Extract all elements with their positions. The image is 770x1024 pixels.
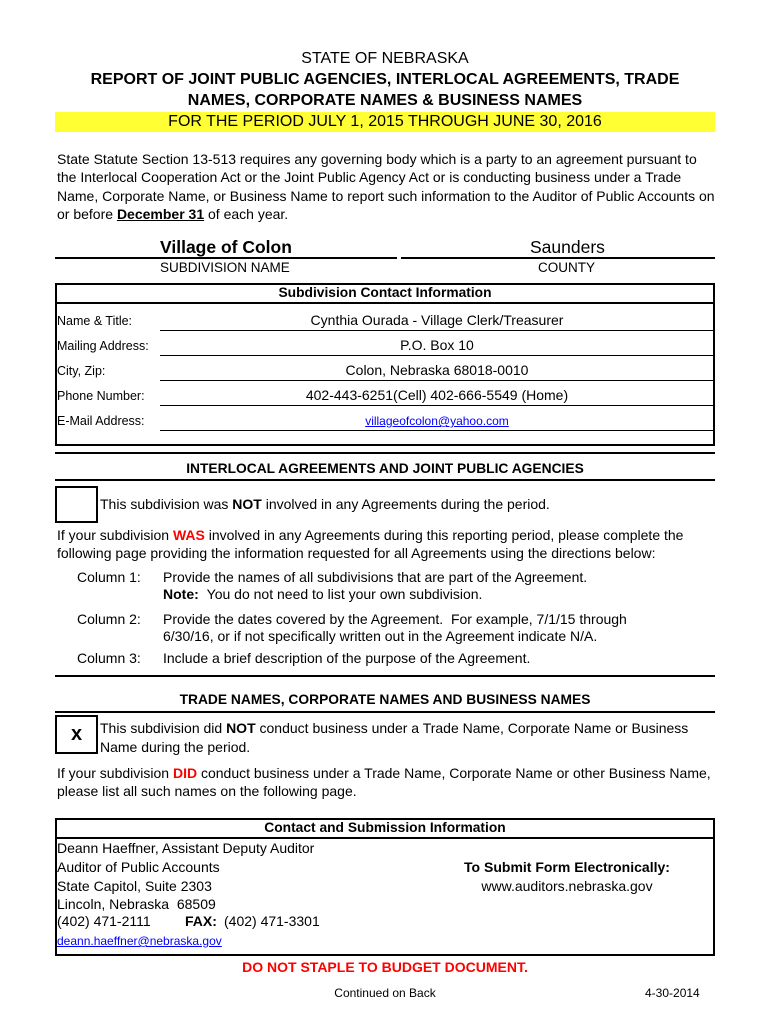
form-revision-date: 4-30-2014 [645,986,700,1000]
deadline-date: December 31 [116,206,205,222]
column-3-label: Column 3: [77,650,141,666]
interlocal-instruction-line [57,526,683,544]
email-address-label: E-Mail Address: [57,414,145,428]
section-divider [55,452,715,454]
instruction-emphasis: DID [172,765,198,781]
name-title-label: Name & Title: [57,314,133,328]
column-1-description: Provide the names of all subdivisions that are part of the Agreement. [163,569,588,585]
instruction-text: conduct business under a Trade Name, Corporate Name or other Business Name, [200,765,711,781]
continued-on-back: Continued on Back [334,986,436,1000]
name-title-field[interactable]: Cynthia Ourada - Village Clerk/Treasurer [310,312,564,328]
mailing-address-label: Mailing Address: [57,339,149,353]
contact-heading-divider [55,302,715,304]
report-title-line-1: REPORT OF JOINT PUBLIC AGENCIES, INTERLOCAL AGREEMENTS, TRADE [90,71,680,88]
checkbox-mark: x [70,723,83,745]
report-title-line-2: NAMES, CORPORATE NAMES & BUSINESS NAMES [187,92,583,109]
phone-number-field[interactable]: 402-443-6251(Cell) 402-666-5549 (Home) [305,387,569,403]
interlocal-instruction-line: following page providing the information requested for all Agreements using the directions below: [57,545,656,561]
state-heading: STATE OF NEBRASKA [301,50,469,67]
statement-text: This subdivision did [100,720,223,736]
column-3-description: Include a brief description of the purpose of the Agreement. [163,650,531,666]
column-2-description: 6/30/16, or if not specifically written out in the Agreement indicate N/A. [163,628,598,644]
auditor-address-line-2: Lincoln, Nebraska 68509 [57,896,216,912]
trade-names-section-heading: TRADE NAMES, CORPORATE NAMES AND BUSINESS NAMES [179,692,591,707]
fax-label: FAX: [185,913,217,929]
phone-number-label: Phone Number: [57,389,145,403]
field-underline [160,430,714,431]
field-underline [160,380,714,381]
instruction-text: If your subdivision [57,765,170,781]
trade-instruction-line: please list all such names on the following page. [57,783,357,799]
county-label: COUNTY [538,260,595,275]
no-trade-names-checkbox[interactable] [55,715,98,754]
subdivision-contact-heading: Subdivision Contact Information [278,285,492,300]
field-underline [160,330,714,331]
section-divider [55,479,715,481]
no-agreements-checkbox[interactable] [55,486,98,523]
column-1-label: Column 1: [77,569,141,585]
auditor-address-line-1: State Capitol, Suite 2303 [57,878,212,894]
auditor-contact-name: Deann Haeffner, Assistant Deputy Auditor [57,840,315,856]
auditor-fax: (402) 471-3301 [224,913,320,929]
field-underline [160,355,714,356]
interlocal-section-heading: INTERLOCAL AGREEMENTS AND JOINT PUBLIC AGENCIES [186,461,584,476]
statement-emphasis: NOT [226,720,256,736]
section-divider [55,711,715,713]
subdivision-name-label: SUBDIVISION NAME [160,260,290,275]
note-label: Note: [163,586,199,602]
statute-line: State Statute Section 13-513 requires any governing body which is a party to an agreement pursuant to [57,151,697,167]
auditor-email-link[interactable]: deann.haeffner@nebraska.gov [57,934,222,948]
statute-line [57,205,288,223]
mailing-address-field[interactable]: P.O. Box 10 [400,337,474,353]
statement-text: This subdivision was [100,496,229,512]
county-field[interactable]: Saunders [530,237,605,257]
deadline-suffix: of each year. [208,206,289,222]
field-underline [160,405,714,406]
auditor-phone: (402) 471-2111 [57,913,151,929]
section-divider [55,675,715,677]
auditor-website: www.auditors.nebraska.gov [481,878,653,894]
statute-line: the Interlocal Cooperation Act or the Joint Public Agency Act or is conducting business under a Trade [57,169,682,186]
auditor-office: Auditor of Public Accounts [57,859,220,875]
city-zip-field[interactable]: Colon, Nebraska 68018-0010 [345,362,529,378]
statement-emphasis: NOT [232,496,262,512]
instruction-emphasis: WAS [172,527,205,543]
deadline-prefix: or before [57,206,114,222]
no-trade-names-statement: Name during the period. [100,739,251,755]
note-text: You do not need to list your own subdivision. [206,586,483,602]
instruction-text: If your subdivision [57,527,170,543]
instruction-text: involved in any Agreements during this reporting period, please complete the [208,527,684,543]
no-trade-names-statement [100,719,688,737]
statement-text: conduct business under a Trade Name, Corporate Name or Business [259,720,689,736]
statement-text: involved in any Agreements during the period. [265,496,550,512]
trade-instruction-line [57,764,711,782]
column-2-description: Provide the dates covered by the Agreement. For example, 7/1/15 through [163,611,627,627]
column-1-note [163,585,482,603]
no-staple-warning: DO NOT STAPLE TO BUDGET DOCUMENT. [242,959,528,975]
reporting-period-banner: FOR THE PERIOD JULY 1, 2015 THROUGH JUNE 30, 2016 [55,112,715,132]
statute-line: Name, Corporate Name, or Business Name to report such information to the Auditor of Public Accounts on [57,187,715,204]
city-zip-label: City, Zip: [57,364,106,378]
submission-info-heading: Contact and Submission Information [264,820,506,835]
subdivision-name-field[interactable]: Village of Colon [160,237,292,257]
column-2-label: Column 2: [77,611,141,627]
email-address-link[interactable]: villageofcolon@yahoo.com [365,414,509,428]
no-agreements-statement [100,495,550,513]
electronic-submission-heading: To Submit Form Electronically: [464,859,670,875]
